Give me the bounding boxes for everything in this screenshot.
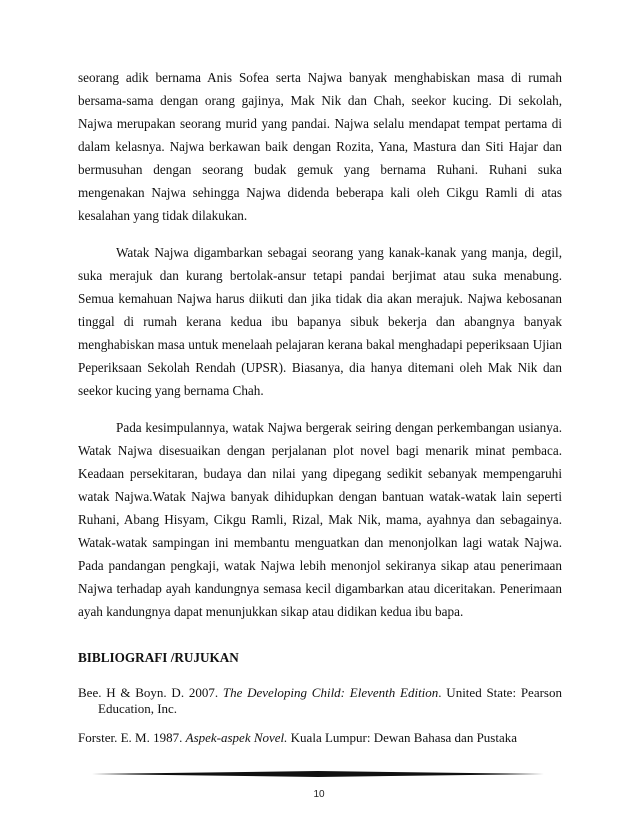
- reference-title: Aspek-aspek Novel.: [185, 730, 288, 745]
- paragraph-3: Pada kesimpulannya, watak Najwa bergerak seiring dengan perkembangan usianya. Watak Najwa disesuaikan dengan perjalanan plot novel bagi menarik minat pembaca. Keadaan persekitaran, budaya dan nilai yang dipegang sedikit sebanyak mempengaruhi watak Najwa.Watak Najwa banyak dihidupkan dengan bantuan watak-watak lain seperti Ruhani, Abang Hisyam, Cikgu Ramli, Rizal, Mak Nik, mama, ayahnya dan sebagainya. Watak-watak sampingan ini membantu menguatkan dan menonjolkan lagi watak Najwa. Pada pandangan pengkaji, watak Najwa lebih menonjol sekiranya sikap atau penerimaan Najwa terhadap ayah kandungnya semasa kecil digambarkan atau diceritakan. Penerimaan ayah kandungnya dapat menunjukkan sikap atau didikan kedua ibu bapa.: [78, 420, 562, 619]
- reference-item: [78, 685, 562, 717]
- bibliography-heading: BIBLIOGRAFI /RUJUKAN: [78, 650, 239, 665]
- page-number: 10: [313, 789, 325, 800]
- reference-publisher: . United State: Pearson Education, Inc.: [98, 685, 562, 716]
- reference-item: [78, 730, 562, 746]
- body-text: [78, 66, 562, 623]
- reference-title: The Developing Child: Eleventh Edition: [222, 685, 439, 700]
- reference-authors: Bee. H & Boyn. D. 2007.: [78, 685, 223, 700]
- reference-list: [78, 685, 562, 759]
- paragraph-1: seorang adik bernama Anis Sofea serta Najwa banyak menghabiskan masa di rumah bersama-sama dengan orang gajinya, Mak Nik dan Chah, seekor kucing. Di sekolah, Najwa merupakan seorang murid yang pandai. Najwa selalu mendapat tempat pertama di dalam kelasnya. Najwa berkawan baik dengan Rozita, Yana, Mastura dan Siti Hajar dan bermusuhan dengan seorang budak gemuk yang bernama Ruhani. Ruhani suka mengenakan Najwa sehingga Najwa didenda beberapa kali oleh Cikgu Ramli di atas kesalahan yang tidak dilakukan.: [78, 70, 562, 223]
- footer-rule: [92, 771, 544, 777]
- paragraph-2: Watak Najwa digambarkan sebagai seorang yang kanak-kanak yang manja, degil, suka merajuk dan kurang bertolak-ansur tetapi pandai berjimat atau suka menabung. Semua kemahuan Najwa harus diikuti dan jika tidak dia akan merajuk. Najwa kebosanan tinggal di rumah kerana kedua ibu bapanya sibuk bekerja dan abangnya banyak menghabiskan masa untuk menelaah pelajaran kerana bakal menghadapi peperiksaan Ujian Peperiksaan Sekolah Rendah (UPSR). Biasanya, dia hanya ditemani oleh Mak Nik dan seekor kucing yang bernama Chah.: [78, 245, 562, 398]
- reference-publisher: Kuala Lumpur: Dewan Bahasa dan Pustaka: [287, 730, 518, 745]
- reference-authors: Forster. E. M. 1987.: [78, 730, 186, 745]
